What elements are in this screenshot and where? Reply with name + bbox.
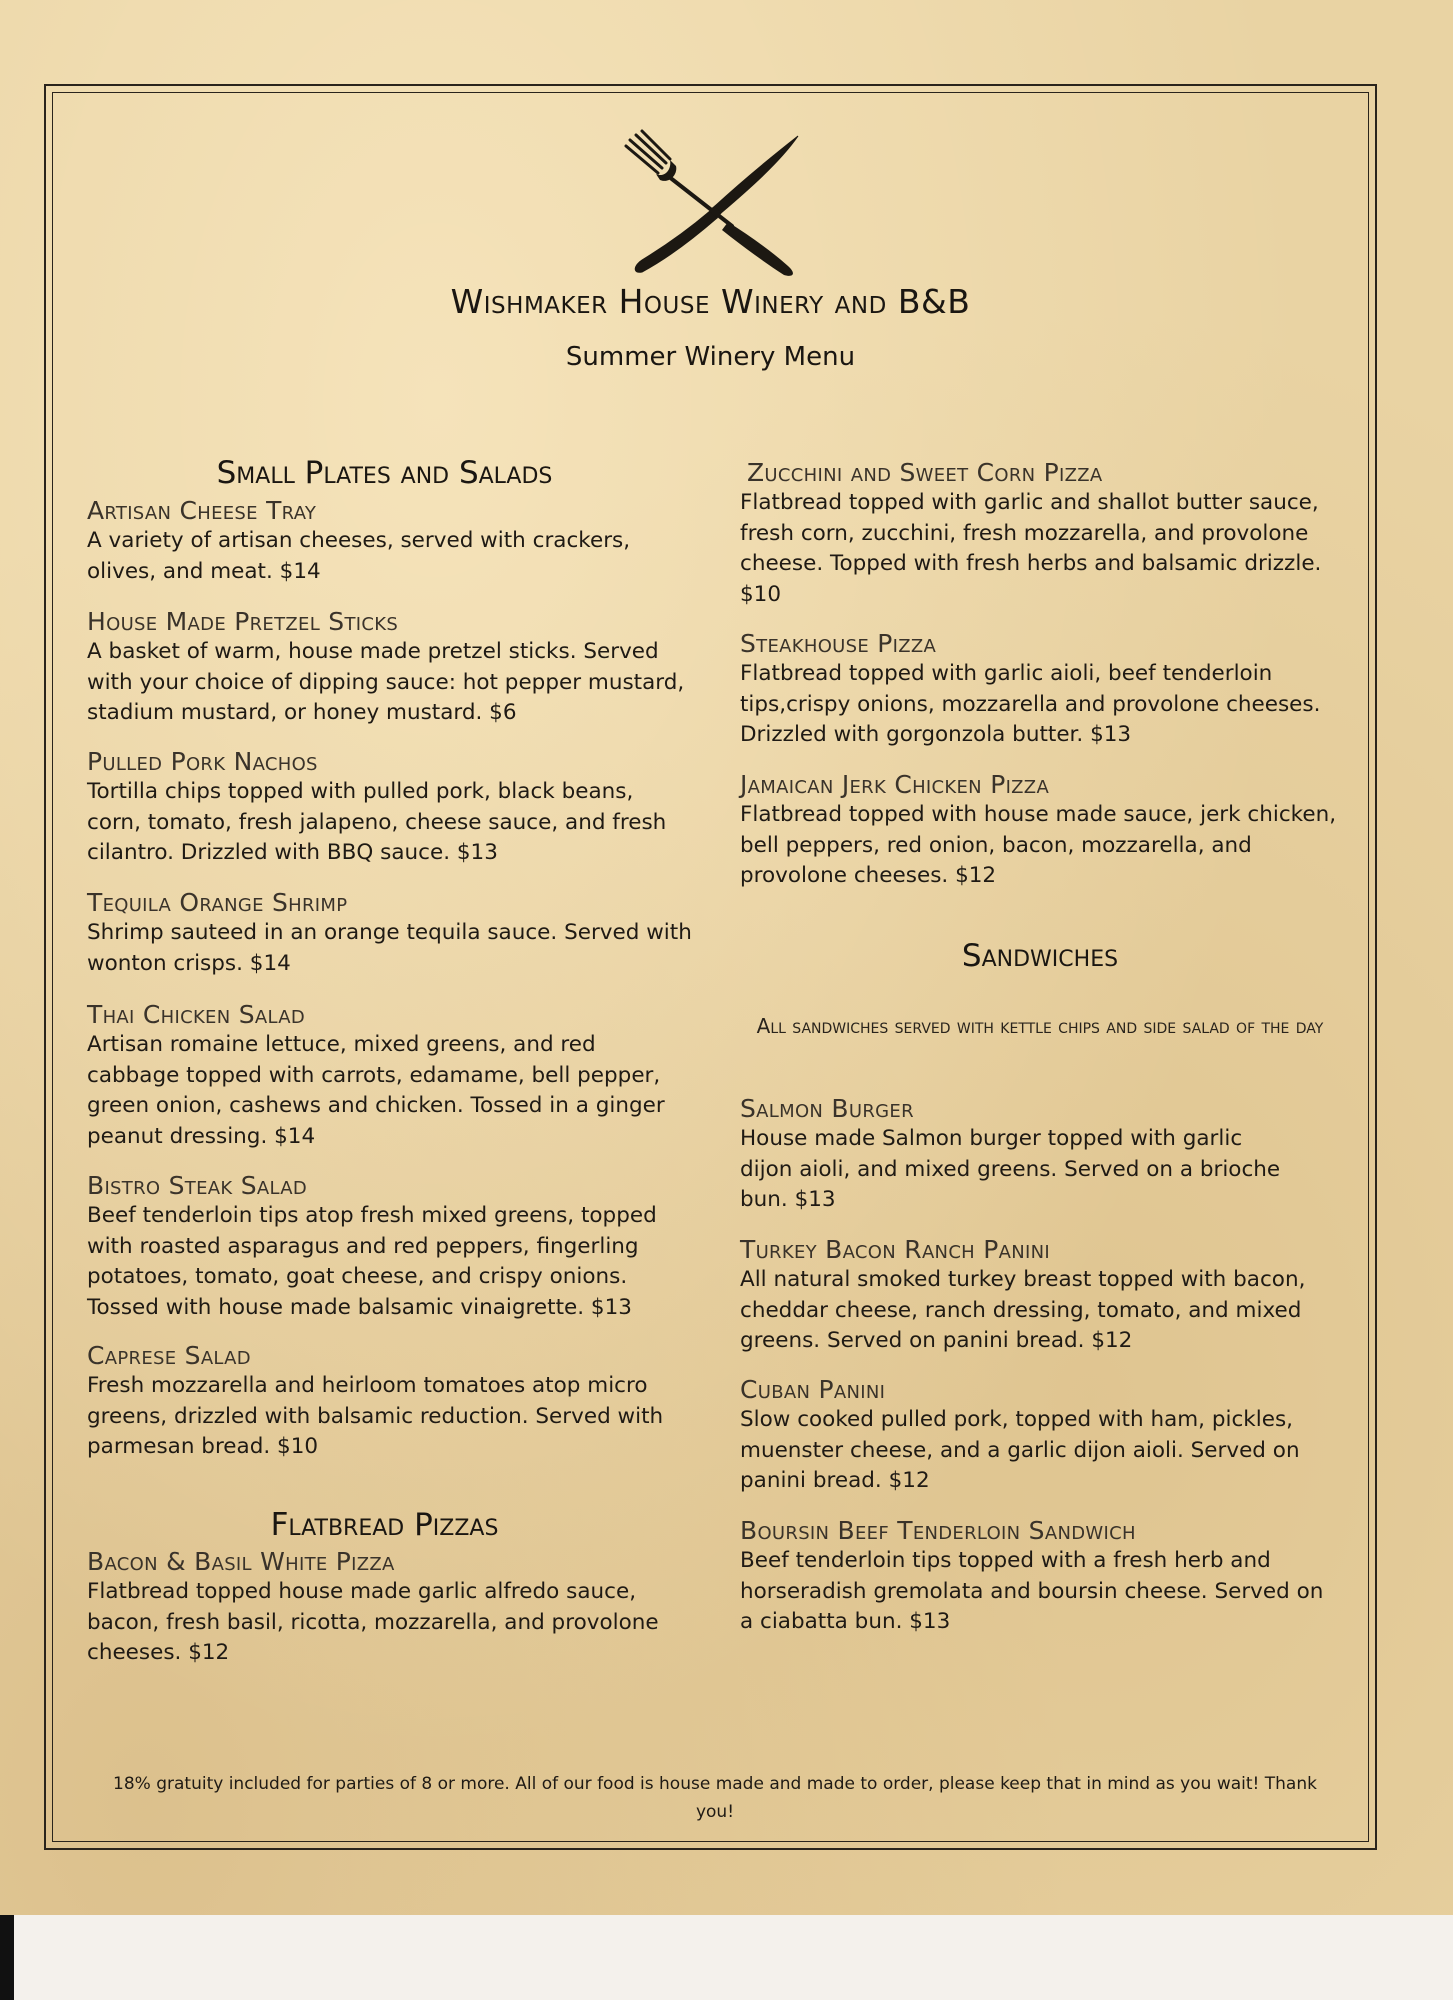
menu-item-description: Flatbread topped with garlic aioli, beef tenderloin tips,crispy onions, mozzarella and provolone cheeses. Drizzled with gorgonzola butter. $13 [740, 661, 1321, 747]
menu-item-name: Salmon Burger [740, 1094, 914, 1123]
menu-item-description: Shrimp sauteed in an orange tequila sauce. Served with wonton crisps. $14 [87, 920, 692, 976]
menu-item-description: Beef tenderloin tips atop fresh mixed greens, topped with roasted asparagus and red peppers, fingerling potatoes, tomato, goat cheese, and crispy onions. Tossed with house made balsamic vinaigrette. $13 [87, 1203, 657, 1320]
menu-item-description: Tortilla chips topped with pulled pork, black beans, corn, tomato, fresh jalapeno, cheese sauce, and fresh cilantro. Drizzled with BBQ sauce. $13 [87, 779, 667, 865]
menu-item-name: Bacon & Basil White Pizza [87, 1547, 395, 1576]
menu-item-name: Artisan Cheese Tray [87, 496, 317, 525]
menu-item-description: All natural smoked turkey breast topped with bacon, cheddar cheese, ranch dressing, tomato, and mixed greens. Served on panini bread. $12 [740, 1267, 1306, 1353]
menu-item-name: Thai Chicken Salad [87, 1000, 306, 1029]
restaurant-title: Wishmaker House Winery and B&B [450, 282, 971, 321]
menu-item-name: Pulled Pork Nachos [87, 747, 318, 776]
menu-item-name: Caprese Salad [87, 1341, 251, 1370]
menu-item-description: Beef tenderloin tips topped with a fresh herb and horseradish gremolata and boursin cheese. Served on a ciabatta bun. $13 [740, 1548, 1324, 1634]
menu-item-description: Flatbread topped with garlic and shallot butter sauce, fresh corn, zucchini, fresh mozzarella, and provolone cheese. Topped with fresh herbs and balsamic drizzle. $10 [740, 490, 1322, 607]
section-heading-flatbread: Flatbread Pizzas [270, 1507, 499, 1543]
section-heading-sandwiches: Sandwiches [961, 938, 1119, 974]
menu-item-description: House made Salmon burger topped with garlic dijon aioli, and mixed greens. Served on a brioche bun. $13 [740, 1126, 1281, 1212]
menu-item-name: Jamaican Jerk Chicken Pizza [740, 770, 1050, 799]
menu-item-name: Bistro Steak Salad [87, 1171, 308, 1200]
menu-subtitle: Summer Winery Menu [565, 342, 856, 372]
footer-note: 18% gratuity included for parties of 8 or more. All of our food is house made and made to order, please keep that in mind as you wait! Thank you! [113, 1774, 1317, 1822]
menu-item-name: Steakhouse Pizza [740, 629, 937, 658]
crossed-fork-knife-icon [620, 128, 805, 278]
menu-item-description: Fresh mozzarella and heirloom tomatoes atop micro greens, drizzled with balsamic reduction. Served with parmesan bread. $10 [87, 1373, 664, 1459]
menu-item-description: Slow cooked pulled pork, topped with ham, pickles, muenster cheese, and a garlic dijon aioli. Served on panini bread. $12 [740, 1407, 1300, 1493]
menu-item-name: Cuban Panini [740, 1375, 886, 1404]
menu-item-name: House Made Pretzel Sticks [87, 607, 399, 636]
menu-item-description: Flatbread topped house made garlic alfredo sauce, bacon, fresh basil, ricotta, mozzarella, and provolone cheeses. $12 [87, 1579, 659, 1665]
sandwiches-note: All sandwiches served with kettle chips and side salad of the day [756, 1014, 1324, 1038]
scan-margin [0, 1915, 1453, 2000]
menu-item-description: A basket of warm, house made pretzel sticks. Served with your choice of dipping sauce: hot pepper mustard, stadium mustard, or honey mustard. $6 [87, 639, 685, 725]
menu-item-description: Artisan romaine lettuce, mixed greens, and red cabbage topped with carrots, edamame, bell pepper, green onion, cashews and chicken. Tossed in a ginger peanut dressing. $14 [87, 1032, 665, 1149]
menu-item-name: Turkey Bacon Ranch Panini [740, 1235, 1051, 1264]
menu-item-description: Flatbread topped with house made sauce, jerk chicken, bell peppers, red onion, bacon, mozzarella, and provolone cheeses. $12 [740, 802, 1337, 888]
menu-item-description: A variety of artisan cheeses, served with crackers, olives, and meat. $14 [87, 528, 631, 584]
menu-item-name: Boursin Beef Tenderloin Sandwich [740, 1516, 1136, 1545]
scan-edge-shadow [0, 1915, 14, 2000]
menu-item-name: Tequila Orange Shrimp [87, 888, 348, 917]
section-heading-small-plates: Small Plates and Salads [216, 455, 553, 491]
menu-item-name: Zucchini and Sweet Corn Pizza [747, 458, 1103, 487]
